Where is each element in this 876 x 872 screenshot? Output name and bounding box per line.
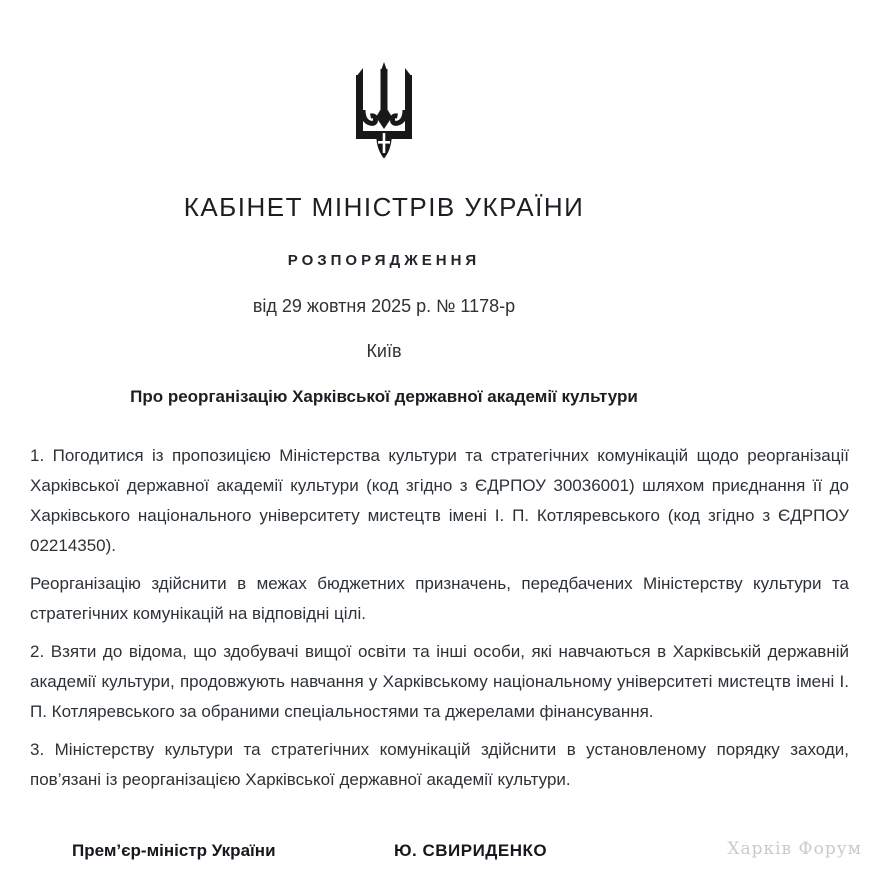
paragraph-1: 1. Погодитися із пропозицією Міністерства культури та стратегічних комунікацій щодо реорганізації Харківської державної академії культури (код згідно з ЄДРПОУ 30036001) шляхом приєднання її до Харківського національного університету мистецтв імені І. П. Котляревського (код згідно з ЄДРПОУ 02214350). — [30, 446, 849, 555]
org-name: КАБІНЕТ МІНІСТРІВ УКРАЇНИ — [183, 192, 585, 222]
document-header — [0, 60, 768, 407]
paragraph-4: 3. Міністерству культури та стратегічних комунікацій здійснити в установленому порядку заходи, пов’язані із реорганізацією Харківської державної академії культури. — [30, 740, 849, 789]
ukraine-trident-emblem-icon — [349, 60, 419, 162]
signatory-position: Прем’єр-міністр України — [72, 841, 276, 860]
paragraph-3: 2. Взяти до відома, що здобувачі вищої освіти та інші особи, які навчаються в Харківській державній академії культури, продовжують навчання у Харківському національному університеті мистецтв імені І. П. Котляревського за обраними спеціальностями та джерелами фінансування. — [30, 642, 849, 721]
document-body — [0, 407, 876, 795]
document-type-label: РОЗПОРЯДЖЕННЯ — [287, 252, 481, 269]
paragraph-2: Реорганізацію здійснити в межах бюджетних призначень, передбачених Міністерству культури та стратегічних комунікацій на відповідні цілі. — [30, 574, 849, 623]
watermark: Харків Форум — [727, 839, 862, 859]
signatory-name: Ю. СВИРИДЕНКО — [394, 841, 548, 860]
date-number-line: від 29 жовтня 2025 р. № 1178-р — [252, 296, 516, 316]
city-line: Київ — [366, 341, 402, 361]
document-title: Про реорганізацію Харківської державної академії культури — [130, 387, 638, 406]
